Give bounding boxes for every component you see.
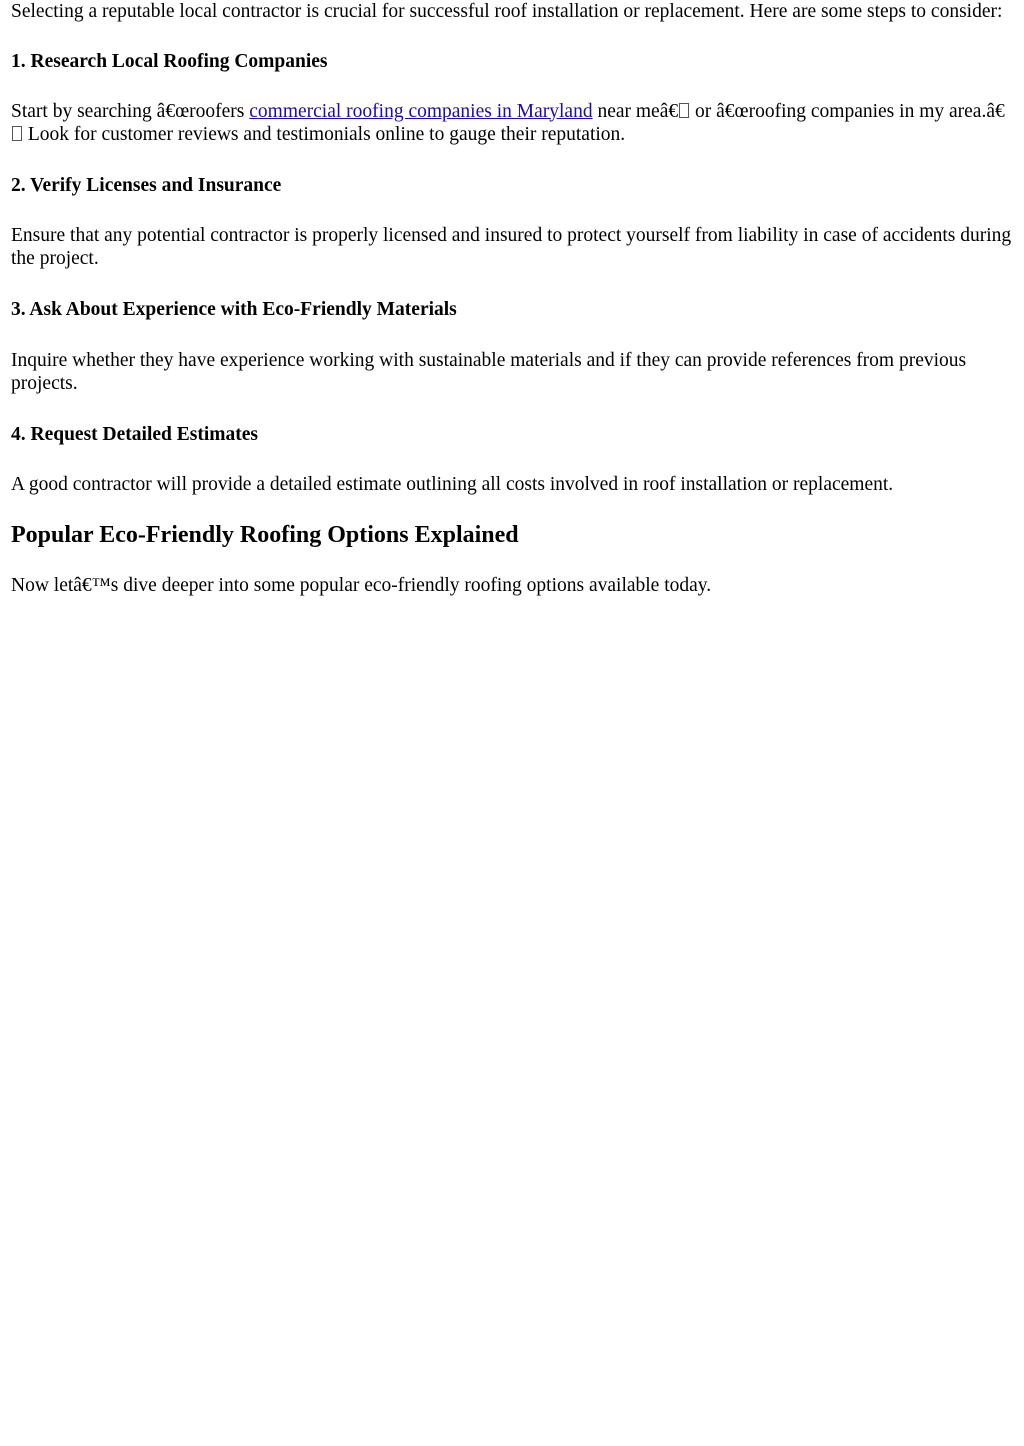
research-text-start: Start by searching â€œroofers (11, 100, 250, 122)
section-heading-research: 1. Research Local Roofing Companies (11, 50, 328, 72)
section-heading-licenses: 2. Verify Licenses and Insurance (11, 174, 282, 196)
main-heading: Popular Eco-Friendly Roofing Options Explained (11, 522, 519, 548)
maryland-roofing-link[interactable]: commercial roofing companies in Maryland (249, 100, 593, 122)
section-heading-estimates: 4. Request Detailed Estimates (11, 423, 258, 445)
missing-glyph-icon (679, 103, 689, 118)
section-body-experience: Inquire whether they have experience working with sustainable materials and if they can provide references from previous projects. (11, 349, 967, 394)
section-body-research (11, 100, 1013, 147)
missing-glyph-icon (12, 126, 22, 141)
final-paragraph: Now letâ€™s dive deeper into some popular eco-friendly roofing options available today. (11, 575, 712, 596)
research-text-mid: near meâ€ (592, 100, 679, 122)
intro-paragraph: Selecting a reputable local contractor is crucial for successful roof installation or replacement. Here are some steps to consider: (11, 1, 1003, 22)
research-text-mid-2: or â€œroofing companies in my area.â€ (690, 100, 1005, 122)
section-heading-experience: 3. Ask About Experience with Eco-Friendly Materials (11, 298, 457, 320)
article-content (0, 0, 1024, 598)
research-text-end: Look for customer reviews and testimonials online to gauge their reputation. (23, 124, 626, 145)
section-body-estimates: A good contractor will provide a detailed estimate outlining all costs involved in roof installation or replacement. (11, 473, 894, 495)
section-body-licenses: Ensure that any potential contractor is properly licensed and insured to protect yourself from liability in case of accidents during the project. (11, 224, 1012, 269)
